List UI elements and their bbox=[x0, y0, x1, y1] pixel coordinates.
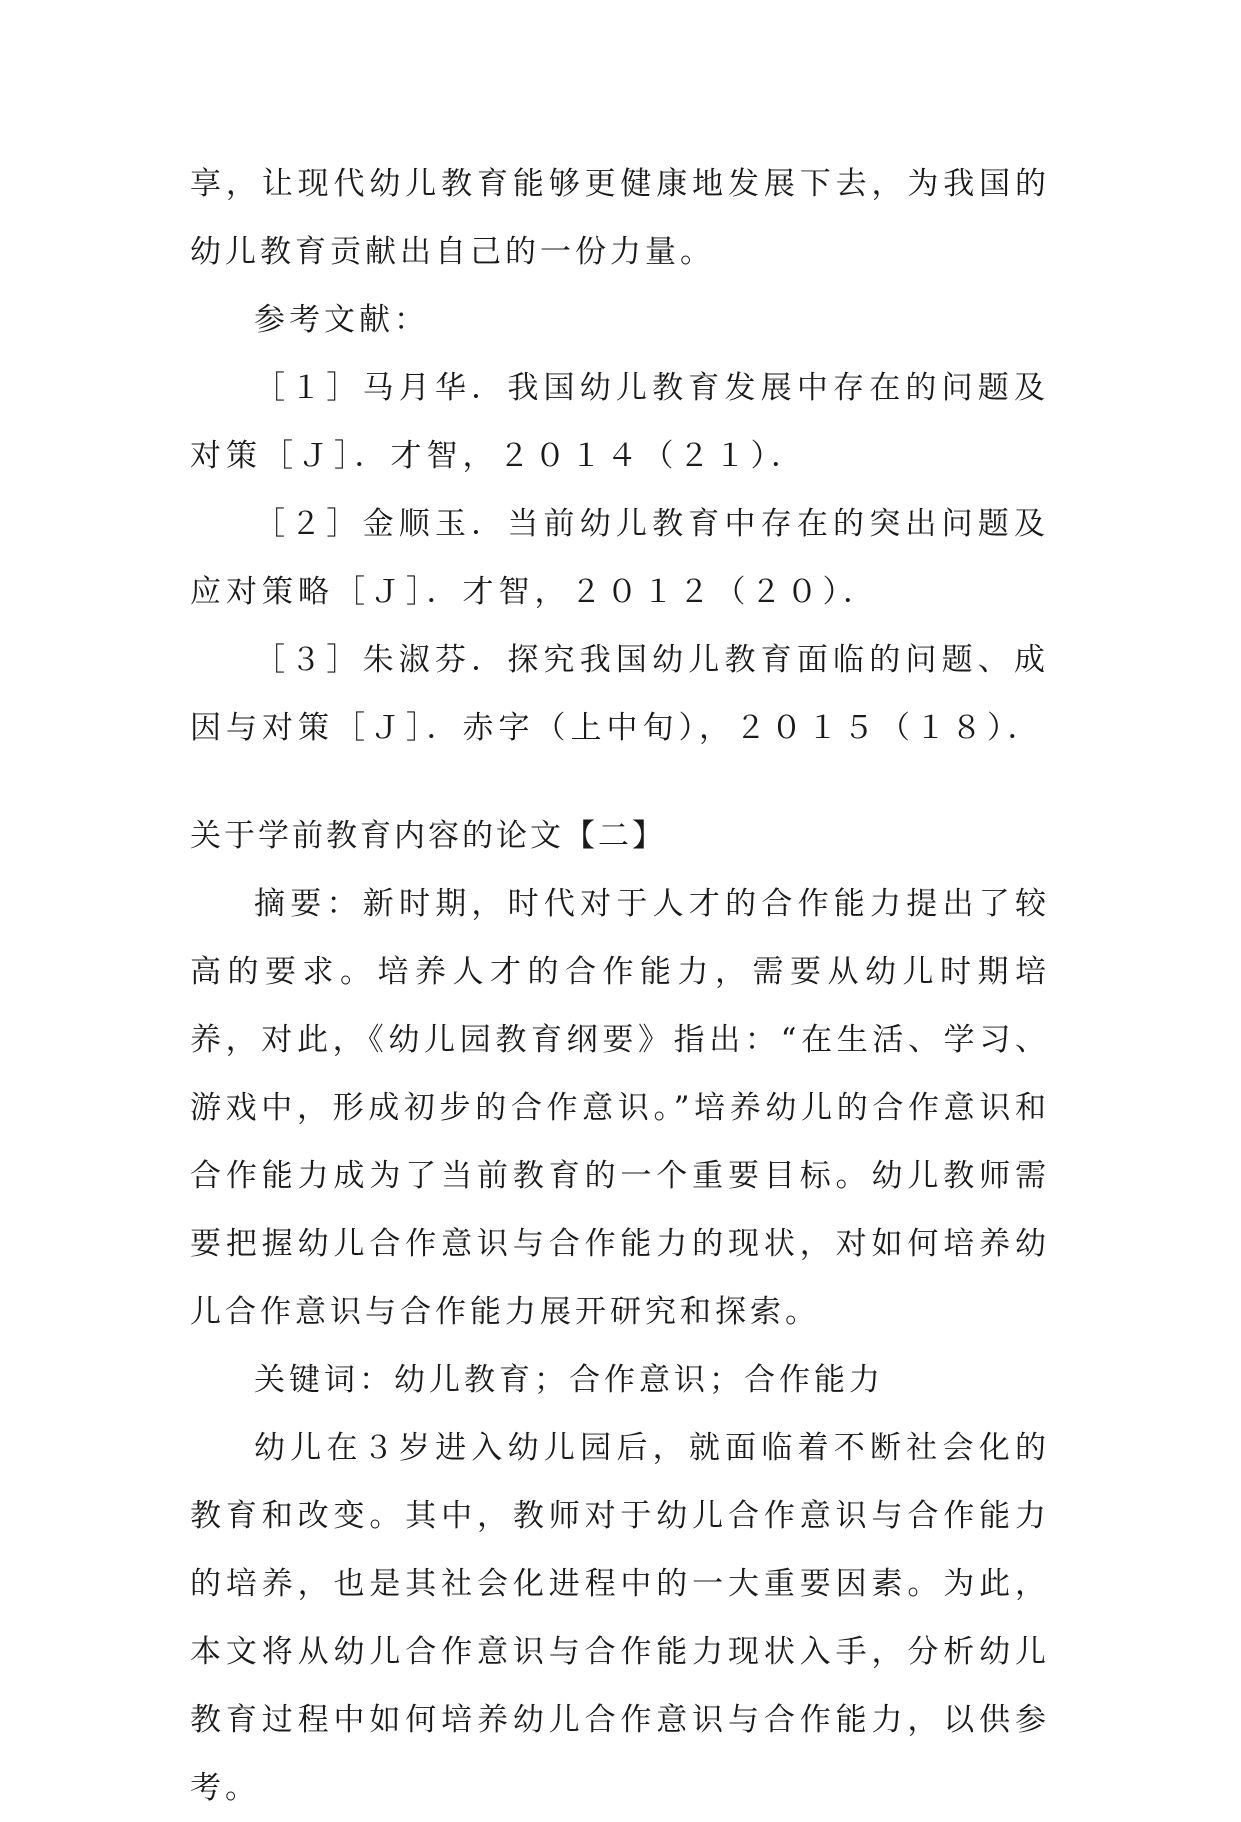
document-body bbox=[190, 150, 1050, 1822]
continuation-paragraph: 享，让现代幼儿教育能够更健康地发展下去，为我国的幼儿教育贡献出自己的一份力量。 bbox=[190, 166, 1050, 270]
section-gap bbox=[190, 762, 1050, 802]
section-title: 关于学前教育内容的论文【二】 bbox=[190, 818, 666, 854]
reference-item-3: ［３］朱淑芬．探究我国幼儿教育面临的问题、成因与对策［Ｊ］．赤字（上中旬），２０１５（１８）． bbox=[190, 642, 1050, 746]
abstract-paragraph: 摘要：新时期，时代对于人才的合作能力提出了较高的要求。培养人才的合作能力，需要从幼儿时期培养，对此，《幼儿园教育纲要》指出：“在生活、学习、游戏中，形成初步的合作意识。”培养幼儿的合作意识和合作能力成为了当前教育的一个重要目标。幼儿教师需要把握幼儿合作意识与合作能力的现状，对如何培养幼儿合作意识与合作能力展开研究和探索。 bbox=[190, 886, 1050, 1330]
body-paragraph: 幼儿在３岁进入幼儿园后，就面临着不断社会化的教育和改变。其中，教师对于幼儿合作意识与合作能力的培养，也是其社会化进程中的一大重要因素。为此，本文将从幼儿合作意识与合作能力现状入手，分析幼儿教育过程中如何培养幼儿合作意识与合作能力，以供参考。 bbox=[190, 1430, 1050, 1806]
reference-item-1: ［１］马月华．我国幼儿教育发展中存在的问题及对策［Ｊ］．才智，２０１４（２１）． bbox=[190, 370, 1050, 474]
reference-item-2: ［２］金顺玉．当前幼儿教育中存在的突出问题及应对策略［Ｊ］．才智，２０１２（２０）． bbox=[190, 506, 1050, 610]
references-heading: 参考文献： bbox=[254, 302, 429, 338]
keywords-line: 关键词：幼儿教育；合作意识；合作能力 bbox=[254, 1362, 884, 1398]
